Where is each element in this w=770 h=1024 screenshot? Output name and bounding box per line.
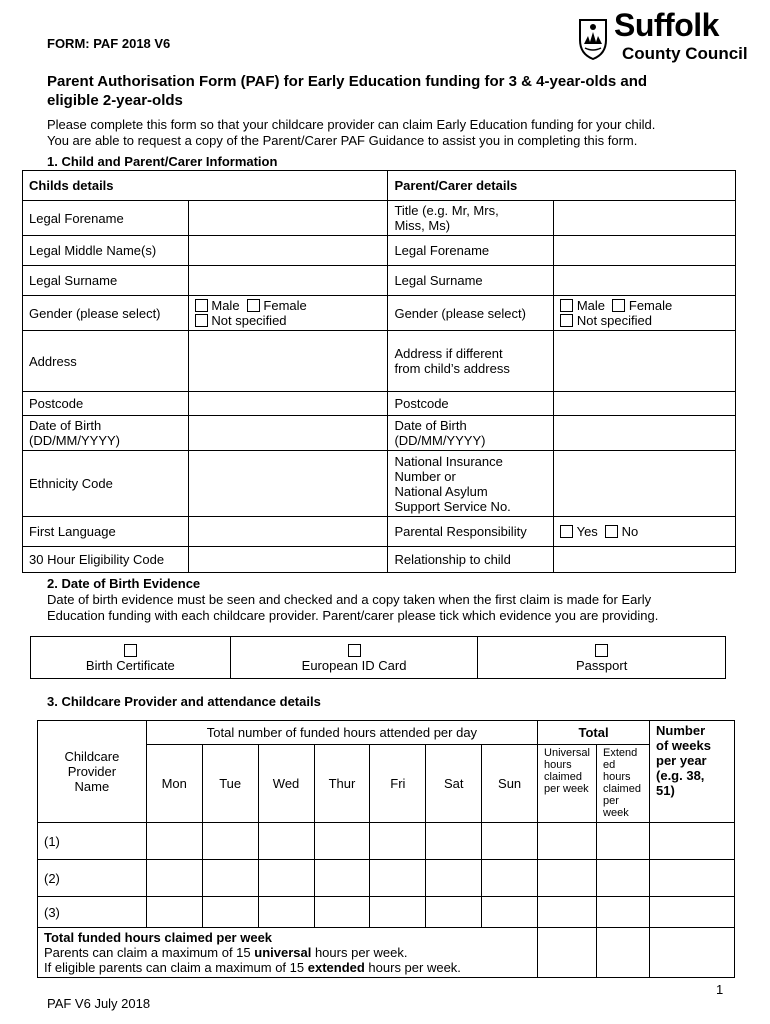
child-not-specified-checkbox[interactable]	[195, 314, 208, 327]
eligibility-code-field[interactable]	[188, 547, 388, 573]
section2-heading: 2. Date of Birth Evidence	[47, 576, 201, 591]
section2-text: Date of birth evidence must be seen and checked and a copy taken when the first claim is made for Early Education funding with each childcare provider. Parent/carer please tick which evidence you are providing.	[47, 592, 659, 623]
hours-cell[interactable]	[258, 897, 314, 928]
parental-responsibility-options: Yes No	[554, 517, 736, 547]
row-label: (2)	[38, 860, 147, 897]
extended-cell[interactable]	[597, 860, 650, 897]
parent-postcode-field[interactable]	[554, 392, 736, 416]
hours-cell[interactable]	[370, 860, 426, 897]
weeks-cell[interactable]	[650, 823, 735, 860]
child-postcode-field[interactable]	[188, 392, 388, 416]
parent-surname-field[interactable]	[554, 266, 736, 296]
parent-postcode-label: Postcode	[388, 392, 554, 416]
universal-cell[interactable]	[538, 897, 597, 928]
hours-cell[interactable]	[426, 897, 482, 928]
total-claimed-label: Total funded hours claimed per week Parents can claim a maximum of 15 universal hours per week. If eligible parents can claim a maximum of 15 extended hours per week.	[38, 928, 538, 978]
ni-number-field[interactable]	[554, 451, 736, 517]
extended-cell[interactable]	[597, 897, 650, 928]
dob-evidence-table	[30, 636, 726, 679]
day-header-thur: Thur	[314, 745, 370, 823]
hours-cell[interactable]	[202, 897, 258, 928]
provider-attendance-table	[37, 720, 735, 978]
passport-checkbox[interactable]	[595, 644, 608, 657]
child-dob-field[interactable]	[188, 416, 388, 451]
parent-forename-label: Legal Forename	[388, 236, 554, 266]
suffolk-crest-icon	[578, 16, 608, 60]
row-label: (1)	[38, 823, 147, 860]
parent-address-field[interactable]	[554, 331, 736, 392]
hours-cell[interactable]	[258, 860, 314, 897]
parent-gender-options: Male Female Not specified	[554, 296, 736, 331]
day-header-sat: Sat	[426, 745, 482, 823]
hours-per-day-header: Total number of funded hours attended per day	[146, 721, 537, 745]
parent-gender-label: Gender (please select)	[388, 296, 554, 331]
child-dob-label: Date of Birth (DD/MM/YYYY)	[23, 416, 189, 451]
parent-details-header: Parent/Carer details	[388, 171, 736, 201]
yes-checkbox[interactable]	[560, 525, 573, 538]
child-gender-options: Male Female Not specified	[188, 296, 388, 331]
european-id-option[interactable]: European ID Card	[230, 637, 478, 679]
universal-cell[interactable]	[538, 860, 597, 897]
hours-cell[interactable]	[482, 823, 538, 860]
parent-female-checkbox[interactable]	[612, 299, 625, 312]
total-universal-cell[interactable]	[538, 928, 597, 978]
hours-cell[interactable]	[146, 823, 202, 860]
european-id-checkbox[interactable]	[348, 644, 361, 657]
relationship-label: Relationship to child	[388, 547, 554, 573]
page-title: Parent Authorisation Form (PAF) for Early Education funding for 3 & 4-year-olds and eligible 2-year-olds	[47, 73, 648, 109]
child-forename-field[interactable]	[188, 201, 388, 236]
universal-hours-header: Universal hours claimed per week	[538, 745, 597, 823]
child-male-checkbox[interactable]	[195, 299, 208, 312]
child-female-checkbox[interactable]	[247, 299, 260, 312]
child-middle-label: Legal Middle Name(s)	[23, 236, 189, 266]
child-address-label: Address	[23, 331, 189, 392]
hours-cell[interactable]	[314, 823, 370, 860]
parent-address-label: Address if different from child’s address	[388, 331, 554, 392]
ethnicity-label: Ethnicity Code	[23, 451, 189, 517]
table-row	[38, 823, 735, 860]
child-address-field[interactable]	[188, 331, 388, 392]
hours-cell[interactable]	[370, 823, 426, 860]
weeks-per-year-header: Number of weeks per year (e.g. 38, 51)	[650, 721, 735, 823]
hours-cell[interactable]	[370, 897, 426, 928]
parent-dob-label: Date of Birth (DD/MM/YYYY)	[388, 416, 554, 451]
footer-version: PAF V6 July 2018	[47, 996, 151, 1011]
page-number: 1	[716, 982, 724, 997]
day-header-tue: Tue	[202, 745, 258, 823]
hours-cell[interactable]	[426, 860, 482, 897]
ethnicity-field[interactable]	[188, 451, 388, 517]
hours-cell[interactable]	[314, 897, 370, 928]
form-code: FORM: PAF 2018 V6	[47, 36, 171, 51]
first-language-label: First Language	[23, 517, 189, 547]
parent-forename-field[interactable]	[554, 236, 736, 266]
hours-cell[interactable]	[202, 860, 258, 897]
passport-option[interactable]: Passport	[478, 637, 726, 679]
extended-cell[interactable]	[597, 823, 650, 860]
child-surname-label: Legal Surname	[23, 266, 189, 296]
hours-cell[interactable]	[146, 860, 202, 897]
extended-hours-header: Extend ed hours claimed per week	[597, 745, 650, 823]
total-weeks-cell[interactable]	[650, 928, 735, 978]
parent-surname-label: Legal Surname	[388, 266, 554, 296]
parental-responsibility-label: Parental Responsibility	[388, 517, 554, 547]
parent-title-label: Title (e.g. Mr, Mrs, Miss, Ms)	[388, 201, 554, 236]
day-header-sun: Sun	[482, 745, 538, 823]
hours-cell[interactable]	[314, 860, 370, 897]
provider-name-header: Childcare Provider Name	[38, 721, 147, 823]
birth-certificate-option[interactable]: Birth Certificate	[31, 637, 231, 679]
intro-text: Please complete this form so that your childcare provider can claim Early Education funding for your child. You are able to request a copy of the Parent/Carer PAF Guidance to assist you in completing this form.	[47, 117, 656, 148]
hours-cell[interactable]	[482, 897, 538, 928]
weeks-cell[interactable]	[650, 860, 735, 897]
relationship-field[interactable]	[554, 547, 736, 573]
day-header-mon: Mon	[146, 745, 202, 823]
child-postcode-label: Postcode	[23, 392, 189, 416]
first-language-field[interactable]	[188, 517, 388, 547]
row-label: (3)	[38, 897, 147, 928]
ni-number-label: National Insurance Number or National Asylum Support Service No.	[388, 451, 554, 517]
hours-cell[interactable]	[482, 860, 538, 897]
hours-cell[interactable]	[258, 823, 314, 860]
parent-not-specified-checkbox[interactable]	[560, 314, 573, 327]
hours-cell[interactable]	[146, 897, 202, 928]
section1-heading: 1. Child and Parent/Carer Information	[47, 154, 278, 169]
hours-cell[interactable]	[202, 823, 258, 860]
table-row	[38, 897, 735, 928]
no-checkbox[interactable]	[605, 525, 618, 538]
child-gender-label: Gender (please select)	[23, 296, 189, 331]
day-header-fri: Fri	[370, 745, 426, 823]
eligibility-code-label: 30 Hour Eligibility Code	[23, 547, 189, 573]
logo-subtitle: County Council	[622, 44, 748, 63]
universal-cell[interactable]	[538, 823, 597, 860]
table-row	[38, 860, 735, 897]
parent-dob-field[interactable]	[554, 416, 736, 451]
parent-male-checkbox[interactable]	[560, 299, 573, 312]
child-middle-field[interactable]	[188, 236, 388, 266]
birth-certificate-checkbox[interactable]	[124, 644, 137, 657]
weeks-cell[interactable]	[650, 897, 735, 928]
child-details-header: Childs details	[23, 171, 388, 201]
child-surname-field[interactable]	[188, 266, 388, 296]
logo-title: Suffolk	[614, 7, 719, 43]
child-forename-label: Legal Forename	[23, 201, 189, 236]
total-extended-cell[interactable]	[597, 928, 650, 978]
section3-heading: 3. Childcare Provider and attendance details	[47, 694, 321, 709]
total-header: Total	[538, 721, 650, 745]
hours-cell[interactable]	[426, 823, 482, 860]
child-parent-table	[22, 170, 736, 573]
day-header-wed: Wed	[258, 745, 314, 823]
parent-title-field[interactable]	[554, 201, 736, 236]
